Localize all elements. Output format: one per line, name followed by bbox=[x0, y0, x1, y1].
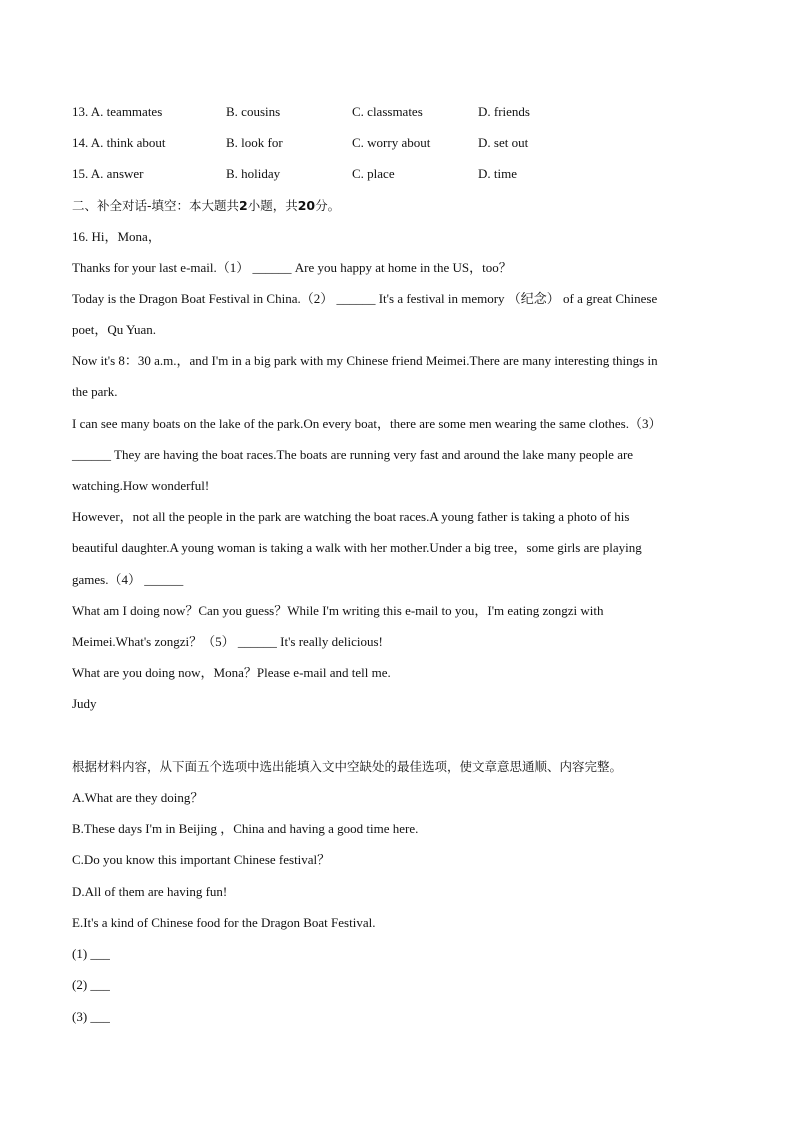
section-heading-score: 20 bbox=[297, 198, 316, 213]
section-heading-text: 小题，共 bbox=[247, 198, 298, 213]
section-heading-count: 2 bbox=[239, 198, 248, 213]
option-d: D. set out bbox=[478, 135, 529, 150]
answer-blank: (1) ___ bbox=[72, 946, 110, 961]
letter-line: watching.How wonderful! bbox=[72, 478, 210, 493]
section-heading-text: 分。 bbox=[315, 198, 341, 213]
option-c: C. worry about bbox=[352, 135, 431, 150]
option-a: 14. A. think about bbox=[72, 135, 166, 150]
answer-blank: (2) ___ bbox=[72, 977, 110, 992]
choice-item: B.These days I'm in Beijing ，China and having a good time here. bbox=[72, 821, 419, 836]
option-c: C. place bbox=[352, 166, 395, 181]
letter-line: the park. bbox=[72, 384, 118, 399]
option-c: C. classmates bbox=[352, 104, 423, 119]
letter-line: ______ They are having the boat races.The boats are running very fast and around the lake many people are bbox=[72, 447, 634, 462]
question-13-options bbox=[72, 103, 712, 121]
letter-line: I can see many boats on the lake of the park.On every boat，there are some men wearing the same clothes.（3） bbox=[72, 416, 662, 431]
choice-item: A.What are they doing？ bbox=[72, 790, 204, 805]
letter-line: poet，Qu Yuan. bbox=[72, 322, 157, 337]
letter-line: Today is the Dragon Boat Festival in China.（2） ______ It's a festival in memory （纪念） of a great Chinese bbox=[72, 291, 658, 306]
letter-line: beautiful daughter.A young woman is taking a walk with her mother.Under a big tree，some girls are playing bbox=[72, 540, 642, 555]
letter-signature: Judy bbox=[72, 696, 97, 711]
letter-line: What am I doing now？Can you guess？While I'm writing this e-mail to you，I'm eating zongzi with bbox=[72, 603, 604, 618]
section-heading-text: 二、补全对话-填空：本大题共 bbox=[72, 198, 240, 213]
letter-line: 16. Hi，Mona， bbox=[72, 229, 161, 244]
option-a: 13. A. teammates bbox=[72, 104, 163, 119]
answer-blank: (3) ___ bbox=[72, 1009, 110, 1024]
section-heading bbox=[72, 197, 340, 215]
option-b: B. holiday bbox=[226, 166, 281, 181]
option-d: D. friends bbox=[478, 104, 530, 119]
option-b: B. cousins bbox=[226, 104, 281, 119]
choice-item: D.All of them are having fun! bbox=[72, 884, 228, 899]
question-14-options bbox=[72, 134, 712, 152]
letter-line: What are you doing now，Mona？Please e-mail and tell me. bbox=[72, 665, 391, 680]
letter-line: games.（4） ______ bbox=[72, 572, 184, 587]
choice-item: C.Do you know this important Chinese festival？ bbox=[72, 852, 331, 867]
option-d: D. time bbox=[478, 166, 517, 181]
letter-line: Thanks for your last e-mail.（1） ______ Are you happy at home in the US，too？ bbox=[72, 260, 512, 275]
question-15-options bbox=[72, 165, 712, 183]
option-b: B. look for bbox=[226, 135, 283, 150]
letter-line: Meimei.What's zongzi？（5） ______ It's really delicious! bbox=[72, 634, 383, 649]
choice-item: E.It's a kind of Chinese food for the Dragon Boat Festival. bbox=[72, 915, 376, 930]
instruction-text: 根据材料内容，从下面五个选项中选出能填入文中空缺处的最佳选项，使文章意思通顺、内容完整。 bbox=[72, 759, 623, 774]
option-a: 15. A. answer bbox=[72, 166, 144, 181]
letter-line: Now it's 8：30 a.m.，and I'm in a big park with my Chinese friend Meimei.There are many interesting things in bbox=[72, 353, 658, 368]
letter-line: However，not all the people in the park are watching the boat races.A young father is taking a photo of his bbox=[72, 509, 630, 524]
